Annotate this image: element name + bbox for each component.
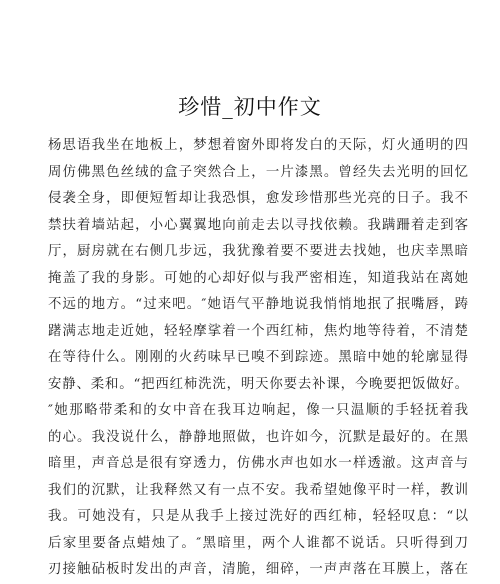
body-line: 躇满志地走近她，轻轻摩挲着一个西红柿，焦灼地等待着，不清楚 xyxy=(48,323,468,339)
body-line: 厅，厨房就在右侧几步远，我犹豫着要不要进去找她，也庆幸黑暗 xyxy=(48,244,468,259)
body-line: 掩盖了我的身影。可她的心却好似与我严密相连，知道我站在离她 xyxy=(48,270,468,286)
body-line: 我们的沉默，让我释然又有一点不安。我希望她像平时一样，教训 xyxy=(48,482,468,498)
body-line: 我。可她没有，只是从我手上接过洗好的西红柿，轻轻叹息：“以 xyxy=(48,509,468,524)
body-line: 暗里，声音总是很有穿透力，仿佛水声也如水一样透澈。这声音与 xyxy=(48,456,468,471)
body-line: 周仿佛黑色丝绒的盒子突然合上，一片漆黑。曾经失去光明的回忆 xyxy=(48,164,468,180)
body-line: 安静、柔和。“把西红柿洗洗，明天你要去补课，今晚要把饭做好。 xyxy=(48,376,468,392)
body-line: 后家里要备点蜡烛了。″黑暗里，两个人谁都不说话。只听得到刀 xyxy=(48,535,468,551)
article-title: 珍惜_初中作文 xyxy=(178,95,322,119)
body-line: 不远的地方。“过来吧。″她语气平静地说我悄悄地抿了抿嘴唇，踌 xyxy=(48,297,468,312)
body-line: 禁扶着墙站起，小心翼翼地向前走去以寻找依赖。我蹒跚着走到客 xyxy=(48,217,468,233)
body-line: 侵袭全身，即便短暂却让我恐惧，愈发珍惜那些光亮的日子。我不 xyxy=(48,191,468,206)
body-line: ″她那略带柔和的女中音在我耳边响起，像一只温顺的手轻抚着我 xyxy=(48,403,468,418)
body-line: 的心。我没说什么，静静地照做，也许如今，沉默是最好的。在黑 xyxy=(48,429,468,445)
article-body xyxy=(48,133,468,584)
body-line: 刃接触砧板时发出的声音，清脆，细碎，一声声落在耳膜上，落在 xyxy=(48,562,468,577)
body-line: 在等待什么。刚刚的火药味早已嗅不到踪迹。黑暗中她的轮廓显得 xyxy=(48,350,468,365)
body-line: 杨思语我坐在地板上，梦想着窗外即将发白的天际，灯火通明的四 xyxy=(48,138,468,153)
